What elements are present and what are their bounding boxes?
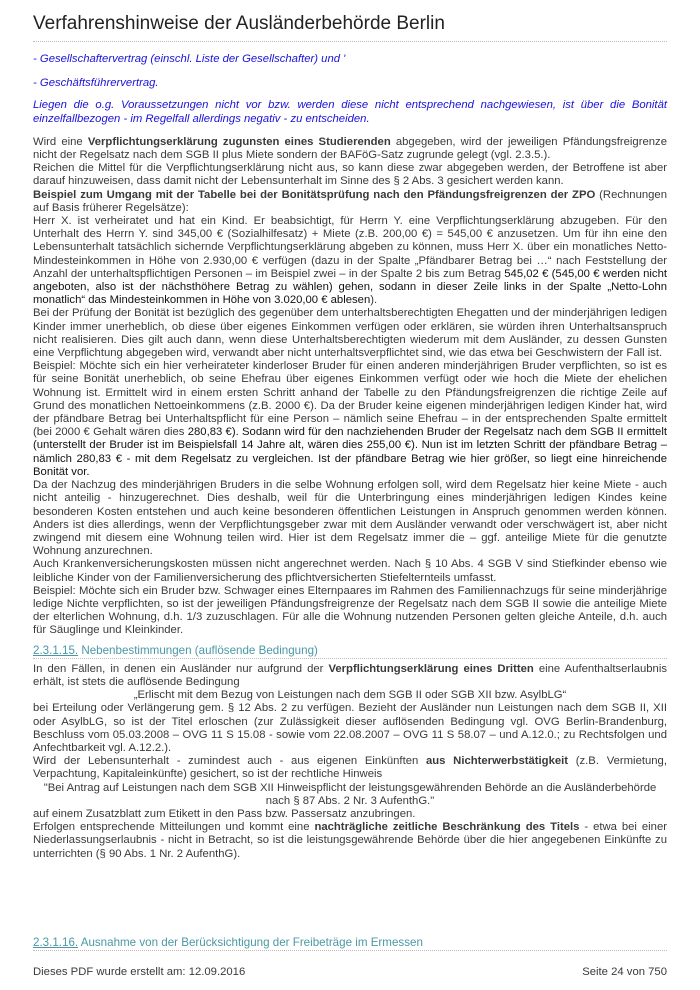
quote-notice-line-1: "Bei Antrag auf Leistungen nach dem SGB XII Hinweispflicht der leistungsgewährenden Behörde an die Ausländerbehörde [43,781,657,794]
paragraph-supplement: auf einem Zusatzblatt zum Etikett in den Pass bzw. Passersatz anzubringen. [33,807,416,820]
paragraph-nonemployment: Wird der Lebensunterhalt - zumindest auch - aus eigenen Einkünften aus Nichterwerbstätigkeit (z.B. Vermietung, Verpachtung, Kapitaleinkünfte) gesichert, so ist der rechtliche Hinweis [33,755,667,781]
intro-note: Liegen die o.g. Voraussetzungen nicht vor bzw. werden diese nicht entsprechend nachgewiesen, ist über die Bonität einzelfallbezogen - im Regelfall allerdings negativ - zu entscheiden. [33,99,667,125]
section-number-link[interactable]: 2.3.1.15. [33,643,79,657]
quote-notice-line-2: nach § 87 Abs. 2 Nr. 3 AufenthG." [265,794,435,807]
section-heading-2-3-1-16: 2.3.1.16. Ausnahme von der Berücksichtigung der Freibeträge im Ermessen [33,936,667,951]
created-date: Dieses PDF wurde erstellt am: 12.09.2016 [33,966,246,978]
page-footer [33,966,667,979]
paragraph-notification: Erfolgen entsprechende Mitteilungen und kommt eine nachträgliche zeitliche Beschränkung des Titels - etwa bei einer Niederlassungserlaubnis - nicht in Betracht, so ist die leistungsgewährende Behörde über die hier angegebenen Einkünfte zu unterrichten (§ 90 Abs. 1 Nr. 2 AufenthG). [33,821,667,860]
paragraph-extension: bei Erteilung oder Verlängerung gem. § 12 Abs. 2 zu verfügen. Bezieht der Ausländer nun Leistungen nach dem SGB II, XII oder AsylbLG, so ist der Titel erloschen (zur Zulässigkeit dieser auflösenden Bedingung vgl. OVG Berlin-Brandenburg, Beschluss vom 05.03.2008 – OVG 11 S 15.08 - sowie vom 22.08.2007 – OVG 11 S 58.07 – und A.12.0.; zu Rechtsfolgen und Anfechtbarkeit vgl. A.12.2.). [33,702,667,754]
paragraph-student: Wird eine Verpflichtungserklärung zugunsten eines Studierenden abgegeben, wird der jeweiligen Pfändungsfreigrenze nicht der Regelsatz nach dem SGB II plus Miete sondern der BAFöG-Satz zugrunde gelegt (vgl. 2.3.5.). [33,135,667,162]
section-2-3-1-15-body [33,663,667,861]
section-number-link[interactable]: 2.3.1.16. [33,936,79,949]
page-number: Seite 24 von 750 [582,966,667,978]
paragraph-relatives: Bei der Prüfung der Bonität ist bezüglich des gegenüber dem unterhaltsberechtigten Ehegatten und der minderjährigen ledigen Kinder immer unerheblich, ob diese über eigenes Einkommen verfügen oder erklären, sie würden ihren Unterhaltsanspruch nicht realisieren. Dies gilt auch dann, wenn diese Unterhaltsberechtigten wiederum mit dem Ausländer, zu dessen Gunsten eine Verpflichtung abgegeben wird, verwandt aber nicht unterhaltsverpflichtet sind, wie das etwa bei Geschwistern der Fall ist. [33,307,667,360]
page-title: Verfahrenshinweise der Ausländerbehörde Berlin [33,0,667,42]
paragraph-example-heading: Beispiel zum Umgang mit der Tabelle bei der Bonitätsprüfung nach den Pfändungsfreigrenzen der ZPO (Rechnungen auf Basis früherer Regelsätze): [33,188,667,214]
paragraph-example-1: Herr X. ist verheiratet und hat ein Kind. Er beabsichtigt, für Herrn Y. eine Verpflichtungserklärung abzugeben. Für den Unterhalt des Herrn Y. sind 345,00 € (Sozialhilfesatz) + Miete (z.B. 200,00 €) = 545,00 € anzusetzen. Um für ihn eine den Lebensunterhalt tatsächlich sichernde Verpflichtungserklärung abgeben zu können, muss Herr X. über ein monatliches Netto- Mindesteinkommen in Höhe von 2.930,00 € verfügen (dazu in der Spalte „Pfändbarer Betrag bei …“ nach Feststellung der Anzahl der unterhaltspflichtigen Personen – im Beispiel zwei – in der Spalte 2 bis zum Betrag 545,02 € (545,00 € werden nicht angeboten, also ist der nächsthöhere Betrag zu wählen) gehen, sodann in dieser Zeile links in der Spalte „Netto-Lohn monatlich“ das Mindesteinkommen in Höhe von 3.020,00 € ablesen). [33,215,667,307]
intro-item-1: - Gesellschaftervertrag (einschl. Liste der Gesellschafter) und ' [33,53,346,65]
quote-condition: „Erlischt mit dem Bezug von Leistungen nach dem SGB II oder SGB XII bzw. AsylbLG“ [133,689,567,702]
paragraph-example-2: Beispiel: Möchte sich ein hier verheirateter kinderloser Bruder für einen anderen minderjährigen Bruder verpflichten, so ist es für seine Bonität unerheblich, ob seine Ehefrau über eigenes Einkommen verfügt oder wie hoch die Miete der ehelichen Wohnung ist. Ermittelt wird in einem ersten Schritt anhand der Tabelle zu den Pfändungsfreigrenzen die richtige Zeile auf Grund des monatlichen Nettoeinkommens (z.B. 2000 €). Da der Bruder keine eigenen minderjährigen ledigen Kinder hat, wird der pfändbare Betrag bei Unterhaltspflicht für eine Person – nämlich seine Ehefrau – in der entsprechenden Spalte ermittelt (bei 2000 € Gehalt wären dies 280,83 €). Sodann wird für den nachziehenden Bruder der Regelsatz nach dem SGB II ermittelt (unterstellt der Bruder ist im Beispielsfall 14 Jahre alt, wären dies 255,00 €). Nun ist im letzten Schritt der pfändbare Betrag – nämlich 280,83 € - mit dem Regelsatz zu vergleichen. Ist der pfändbare Betrag wie hier größer, so liegt eine hinreichende Bonität vor. [33,360,667,478]
paragraph-insurance: Auch Krankenversicherungskosten müssen nicht angerechnet werden. Nach § 10 Abs. 4 SGB V sind Stiefkinder ebenso wie leibliche Kinder von der Familienversicherung des pflichtversicherten Stiefelternteils umfasst. [33,558,667,584]
paragraph-example-3: Beispiel: Möchte sich ein Bruder bzw. Schwager eines Elternpaares im Rahmen des Familiennachzugs für seine minderjährige ledige Nichte verpflichten, so ist der jeweiligen Pfändungsfreigrenze der Regelsatz nach dem SGB II sowie die anteilige Miete der elterlichen Wohnung, d.h. 1/3 zuzuschlagen. Für alle die Wohnung nutzenden Personen gelten gleiche Anteile, d.h. auch für Säuglinge und Kleinkinder. [33,584,667,637]
main-text [33,136,667,638]
paragraph-condition: In den Fällen, in denen ein Ausländer nur aufgrund der Verpflichtungserklärung eines Dritten eine Aufenthaltserlaubnis erhält, ist stets die auflösende Bedingung [33,662,667,688]
section-heading-2-3-1-15: 2.3.1.15. Nebenbestimmungen (auflösende Bedingung) [33,644,667,659]
intro-item-2: - Geschäftsführervertrag. [33,77,159,90]
paragraph-insufficient: Reichen die Mittel für die Verpflichtungserklärung nicht aus, so kann diese zwar abgegeben werden, der Betroffene ist aber darauf hinzuweisen, dass damit nicht der Lebensunterhalt im Sinne des § 2 Abs. 3 gesichert werden kann. [33,162,667,188]
paragraph-rent: Da der Nachzug des minderjährigen Bruders in die selbe Wohnung erfolgen soll, wird dem Regelsatz hier keine Miete - auch nicht anteilig - hinzugerechnet. Dies deshalb, weil für die Unterbringung eines minderjährigen ledigen Kindes keine besonderen Kosten entstehen und auch keine besonderen öffentlichen Leistungen in Anspruch genommen werden können. Anders ist dies allerdings, wenn der Verpflichtungsgeber zwar mit dem Ausländer verwandt oder verschwägert ist, aber nicht zwingend mit diesem eine Wohnung teilen wird. Hier ist dem Regelsatz immer die – ggf. anteilige Miete für die genutzte Wohnung anzurechnen. [33,479,667,558]
